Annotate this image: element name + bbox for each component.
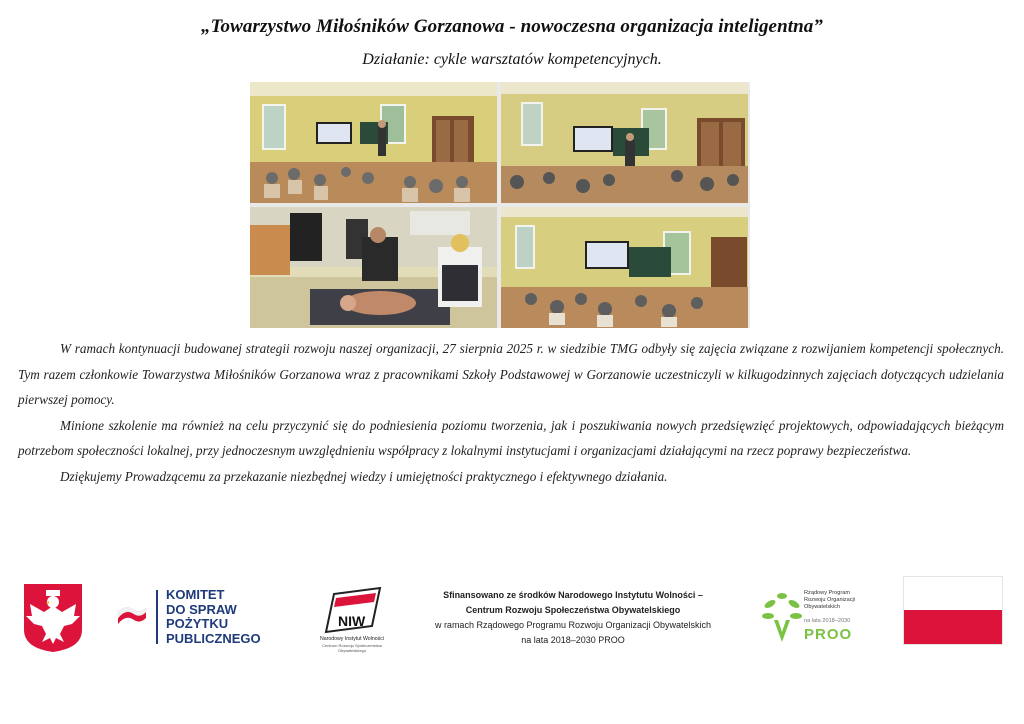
proo-logo [762,590,872,650]
komitet-text: KOMITET DO SPRAW POŻYTKU PUBLICZNEGO [166,587,261,646]
photo-classroom-presentation-3 [501,207,748,328]
proo-years: na lata 2018–2030 [804,618,851,624]
flag-mark-icon [116,604,148,628]
proo-name: PROO [804,626,853,643]
niw-name: Narodowy Instytut Wolności [320,636,384,642]
photo-classroom-presentation-1 [250,82,497,203]
footer-logos [0,570,1024,670]
niw-logo [314,586,390,656]
paragraph: Dziękujemy Prowadzącemu za przekazanie niezbędnej wiedzy i umiejętności praktycznego i efektywnego działania. [60,468,668,484]
polish-eagle-emblem-icon [22,582,84,654]
page-subtitle: Działanie: cykle warsztatów kompetencyjnych. [362,51,662,68]
niw-subname: Centrum Rozwoju Społeczeństwa Obywatelskiego [322,643,382,653]
proo-leaf-icon [762,590,802,646]
funding-note: Sfinansowano ze środków Narodowego Instytutu Wolności – Centrum Rozwoju Społeczeństwa Obywatelskiego w ramach Rządowego Programu Rozwoju Organizacji Obywatelskich na lata 2018–2030 PROO [434,590,712,645]
article-body [18,336,1004,490]
polish-flag-icon [903,576,1003,645]
divider [156,590,158,644]
photo-cpr-training [250,207,497,328]
proo-text: Rządowy Program Rozwoju Organizacji Obywatelskich [804,590,855,610]
paragraph: W ramach kontynuacji budowanej strategii rozwoju naszej organizacji, 27 sierpnia 2025 r. w siedzibie TMG odbyły się zajęcia związane z rozwijaniem kompetencji społecznych. Tym razem członkowie Towarzystwa Miłośników Gorzanowa wraz z pracownikami Szkoły Podstawowej w Gorzanowie uczestniczyli w kilkugodzinnych zajęciach dotyczących udzielania pierwszej pomocy. [18,341,1004,408]
niw-logo-text: NIW [338,613,366,629]
photo-collage [250,82,750,328]
paragraph: Minione szkolenie ma również na celu przyczynić się do podniesienia poziomu tworzenia, jak i poszukiwania nowych przedsięwzięć projektowych, odpowiadających bieżącym potrzebom społeczności lokalnej, przy jednoczesnym uwzględnieniu współpracy z lokalnymi instytucjami i organizacjami działającymi na rzecz poprawy bezpieczeństwa. [18,417,1004,459]
page-title: „Towarzystwo Miłośników Gorzanowa - nowoczesna organizacja inteligentna” [200,16,823,37]
photo-classroom-presentation-2 [501,82,748,203]
komitet-logo [116,588,276,648]
